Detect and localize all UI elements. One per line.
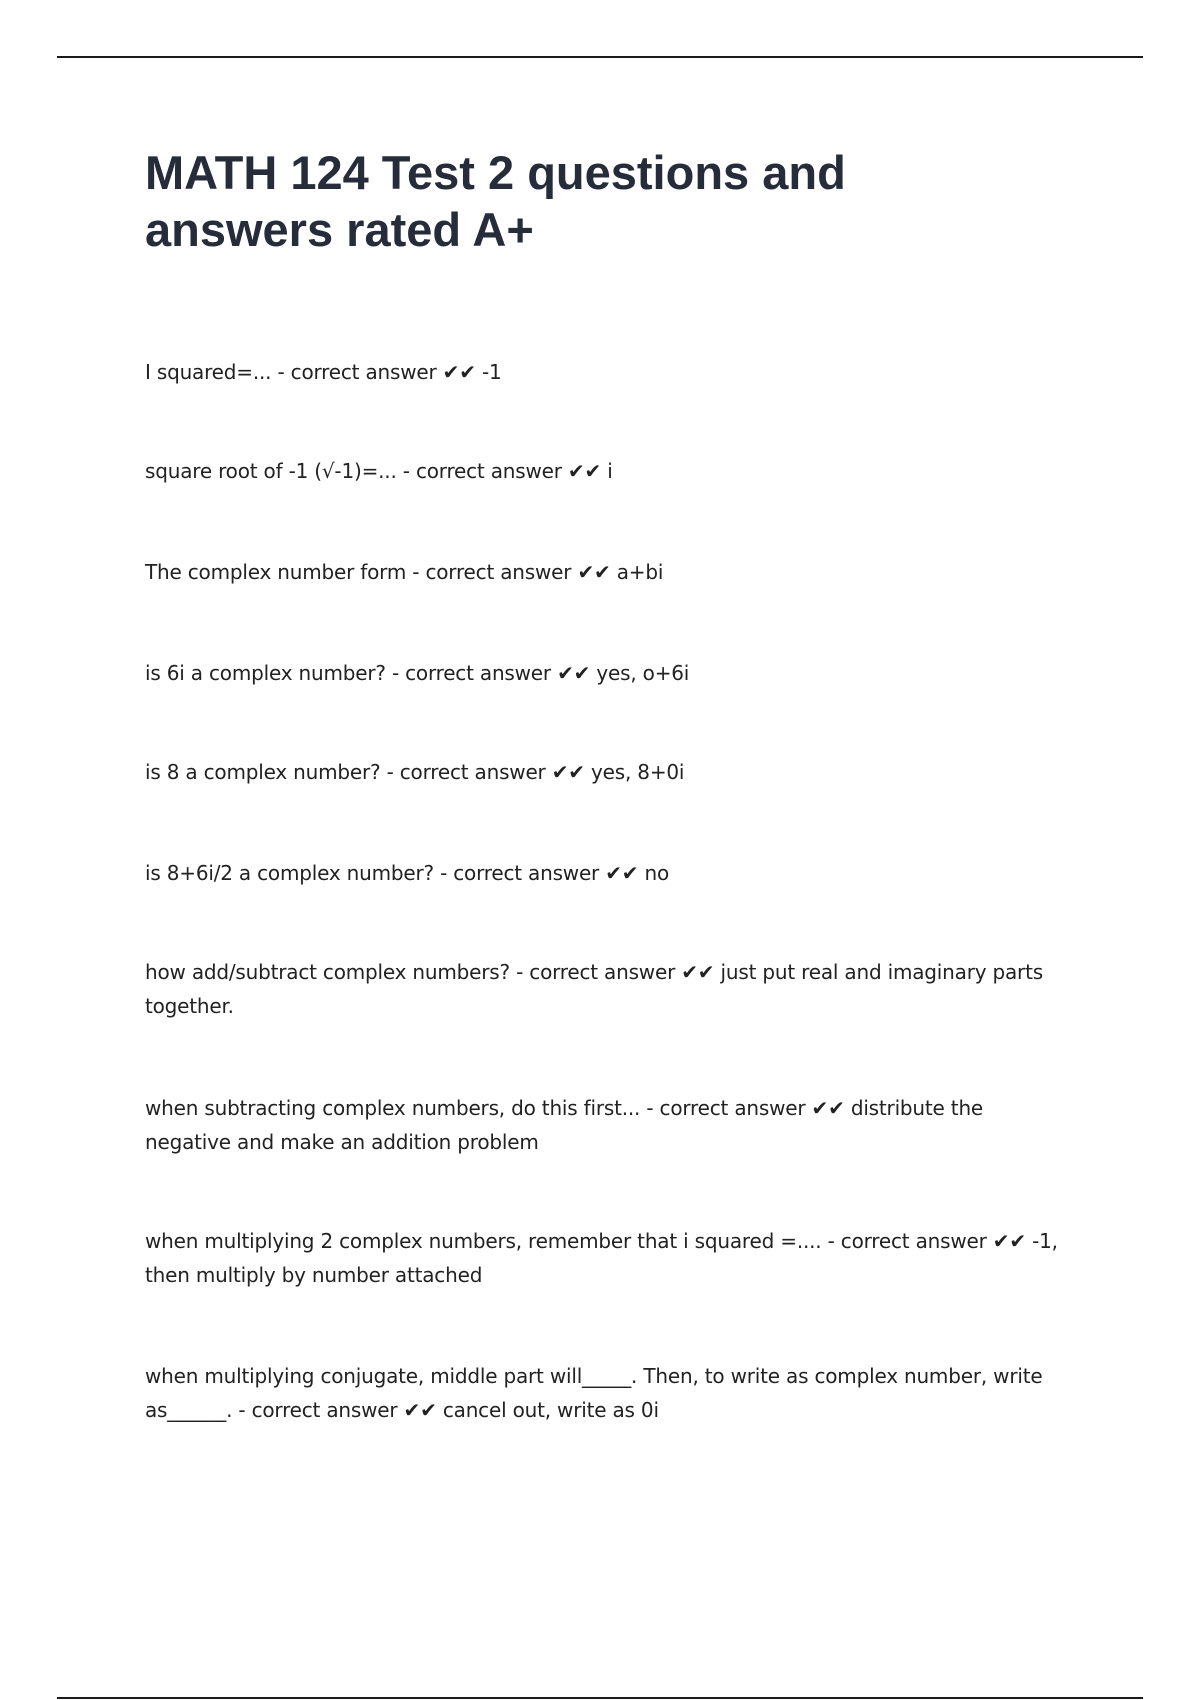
answer-separator: - correct answer	[406, 560, 578, 584]
answer-separator: - correct answer	[821, 1229, 993, 1253]
qa-item	[145, 1224, 1075, 1292]
answer-text: -1, then multiply by number attached	[145, 1229, 1058, 1287]
answer-text: just put real and imaginary parts together.	[145, 960, 1043, 1018]
qa-item	[145, 1091, 1075, 1159]
bottom-rule	[57, 1697, 1143, 1699]
qa-item	[145, 1359, 1075, 1427]
answer-separator: - correct answer	[433, 861, 606, 885]
check-icon: ✔✔	[442, 360, 476, 384]
qa-item	[145, 555, 1075, 589]
answer-text: -1	[481, 360, 502, 384]
check-icon: ✔✔	[605, 861, 639, 885]
title-line-2: answers rated A+	[145, 203, 534, 256]
qa-item	[145, 656, 1075, 690]
question-text: is 8 a complex number?	[145, 760, 381, 784]
answer-text: cancel out, write as 0i	[442, 1398, 659, 1422]
check-icon: ✔✔	[557, 661, 591, 685]
answer-separator: - correct answer	[385, 661, 558, 685]
question-text: The complex number form	[145, 560, 407, 584]
question-text: square root of -1 (√-1)=...	[145, 459, 397, 483]
check-icon: ✔✔	[551, 760, 585, 784]
check-icon: ✔✔	[403, 1398, 437, 1422]
question-text: when subtracting complex numbers, do this first...	[145, 1096, 641, 1120]
answer-text: distribute the negative and make an addition problem	[145, 1096, 984, 1154]
answer-text: yes, 8+0i	[591, 760, 685, 784]
check-icon: ✔✔	[992, 1229, 1026, 1253]
qa-item	[145, 355, 1075, 389]
question-text: when multiplying conjugate, middle part will_____. Then, to write as complex number, write as______.	[145, 1364, 1043, 1422]
qa-item	[145, 955, 1075, 1023]
answer-text: a+bi	[616, 560, 664, 584]
question-text: when multiplying 2 complex numbers, remember that i squared =....	[145, 1229, 822, 1253]
answer-text: yes, o+6i	[596, 661, 690, 685]
qa-item	[145, 856, 1075, 890]
answer-separator: - correct answer	[509, 960, 682, 984]
qa-item	[145, 755, 1075, 789]
answer-separator: - correct answer	[232, 1398, 404, 1422]
title-line-1: MATH 124 Test 2 questions and	[145, 146, 846, 199]
answer-separator: - correct answer	[640, 1096, 812, 1120]
qa-item	[145, 454, 1075, 488]
check-icon: ✔✔	[577, 560, 611, 584]
document-title	[145, 144, 1045, 258]
top-rule	[57, 56, 1143, 58]
check-icon: ✔✔	[811, 1096, 845, 1120]
question-text: is 6i a complex number?	[145, 661, 386, 685]
question-text: I squared=...	[145, 360, 272, 384]
answer-separator: - correct answer	[396, 459, 568, 483]
check-icon: ✔✔	[567, 459, 602, 483]
answer-separator: - correct answer	[271, 360, 443, 384]
answer-text: i	[607, 459, 613, 483]
answer-separator: - correct answer	[380, 760, 552, 784]
question-text: is 8+6i/2 a complex number?	[145, 861, 434, 885]
check-icon: ✔✔	[681, 960, 715, 984]
answer-text: no	[644, 861, 670, 885]
question-text: how add/subtract complex numbers?	[145, 960, 510, 984]
